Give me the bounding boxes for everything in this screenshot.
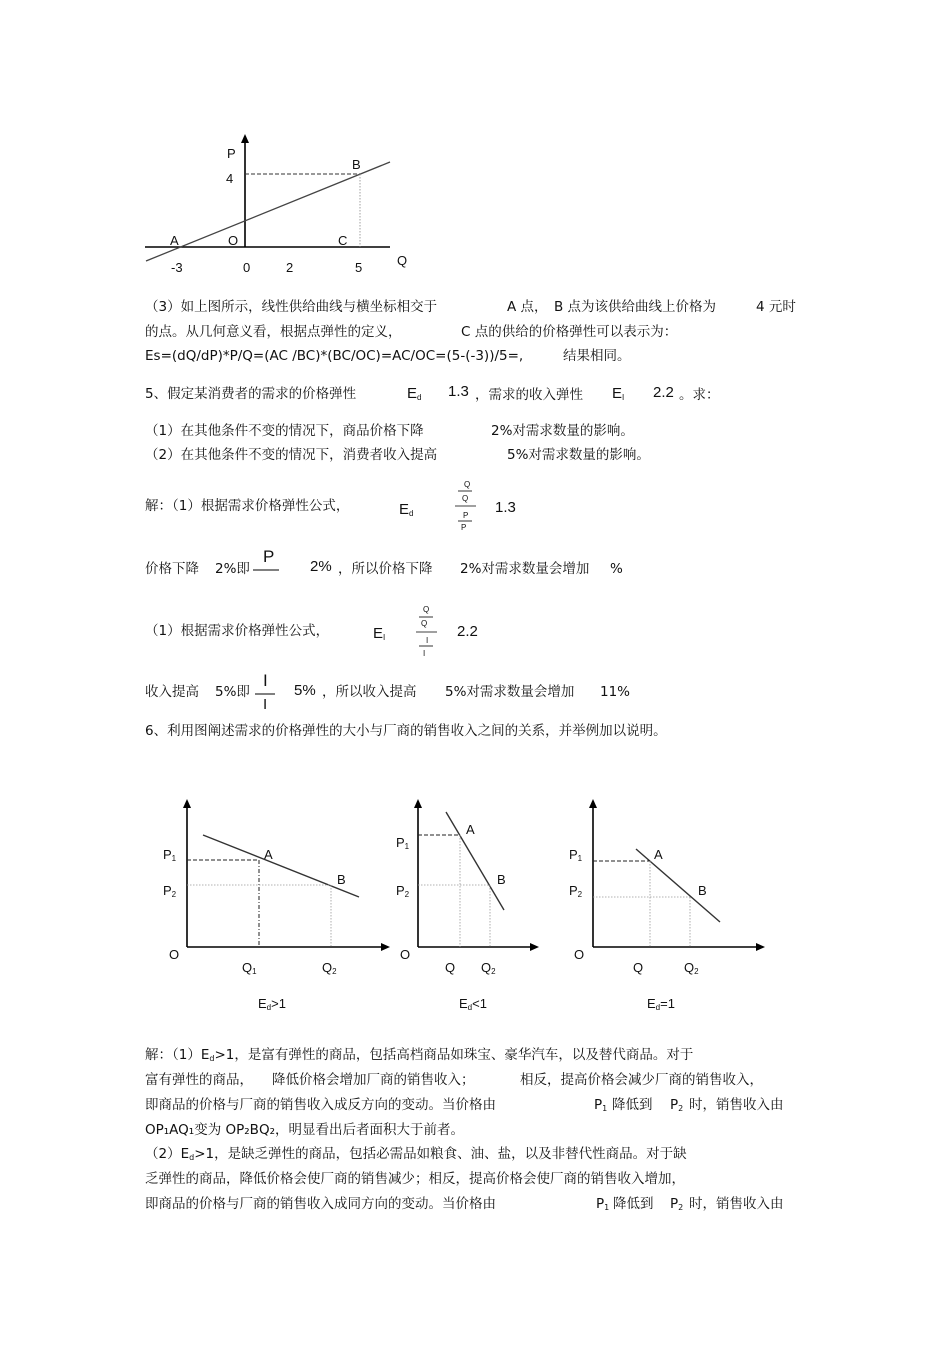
g2-O: O <box>400 947 411 962</box>
q5-text-b: ，需求的收入弹性 <box>475 387 583 403</box>
p2-c: 5% <box>294 682 316 699</box>
p1-e: 2%对需求数量会增加 <box>460 561 590 577</box>
q5-ei-value: 2.2 <box>653 384 674 401</box>
p2-frac-top: I <box>263 671 268 690</box>
graph-unit-elastic <box>589 799 765 951</box>
sol1-text: 解：（1）根据需求价格弹性公式， <box>145 498 350 514</box>
f1-bot: P <box>463 511 469 520</box>
p1-c: 2% <box>310 558 332 575</box>
g1-O: O <box>169 947 180 962</box>
ans1-line2a: 富有弹性的商品， <box>145 1072 253 1088</box>
para3-line1b: A 点， <box>507 299 548 315</box>
g3-P2: $P_2$ <box>569 883 583 899</box>
g3-Q2: $Q_2$ <box>684 960 699 976</box>
g3-A: A <box>654 847 663 862</box>
sol2-value: 2.2 <box>457 623 478 640</box>
para3-line1d: 4 元时 <box>756 299 796 315</box>
f1-top2: Q <box>462 494 469 503</box>
sol2-E: $E_I$ <box>373 625 386 642</box>
label-P: P <box>227 146 236 161</box>
g2-P1: $P_1$ <box>396 835 410 851</box>
p2-f: 11% <box>600 684 631 700</box>
ans1-line3a: 即商品的价格与厂商的销售收入成反方向的变动。当价格由 <box>145 1097 496 1113</box>
label-O: O <box>228 233 239 248</box>
p1-b: 2%即 <box>215 561 250 577</box>
sol1-value: 1.3 <box>495 499 516 516</box>
para3-line2a: 的点。从几何意义看，根据点弹性的定义， <box>145 324 402 340</box>
tick-5: 5 <box>355 260 363 275</box>
ans1-line3b: $P_1$ <box>594 1097 608 1113</box>
g1-Q1: $Q_1$ <box>242 960 257 976</box>
ans1-line2b: 降低价格会增加厂商的销售收入； <box>272 1072 475 1088</box>
g2-Q1: Q <box>445 960 456 975</box>
p1-f: % <box>610 561 623 577</box>
g1-P2: $P_2$ <box>163 883 177 899</box>
ans1-line4: OP₁AQ₁变为 OP₂BQ₂，明显看出后者面积大于前者。 <box>145 1122 464 1138</box>
ans2-line3a: 即商品的价格与厂商的销售收入成同方向的变动。当价格由 <box>145 1196 496 1212</box>
p2-b: 5%即 <box>215 684 250 700</box>
ans1-line3e: 时，销售收入由 <box>689 1097 784 1113</box>
g2-Q2: $Q_2$ <box>481 960 496 976</box>
para3-line2b: C 点的供给的价格弹性可以表示为： <box>461 324 678 340</box>
sol1-E: $E_d$ <box>399 501 414 518</box>
q6-text: 6、利用图阐述需求的价格弹性的大小与厂商的销售收入之间的关系，并举例加以说明。 <box>145 723 667 739</box>
q5-sub2b: 5%对需求数量的影响。 <box>507 447 650 463</box>
ans2-line3d: $P_2$ <box>670 1196 684 1212</box>
f2-top1: Q <box>423 605 430 614</box>
g2-caption: $E_d<1$ <box>459 996 487 1012</box>
p2-e: 5%对需求数量会增加 <box>445 684 575 700</box>
g1-P1: $P_1$ <box>163 847 177 863</box>
p1-a: 价格下降 <box>145 561 199 577</box>
para3-line1a: （3）如上图所示，线性供给曲线与横坐标相交于 <box>145 299 438 315</box>
f2-top2: Q <box>421 619 428 628</box>
g1-Q2: $Q_2$ <box>322 960 337 976</box>
graph-elastic <box>183 799 390 951</box>
g1-B: B <box>337 872 346 887</box>
g1-caption: $E_d>1$ <box>258 996 286 1012</box>
graph-inelastic <box>414 799 539 951</box>
g2-A: A <box>466 822 475 837</box>
label-Q: Q <box>397 253 408 268</box>
label-B: B <box>352 157 361 172</box>
ans1-line3d: $P_2$ <box>670 1097 684 1113</box>
g2-P2: $P_2$ <box>396 883 410 899</box>
label-C: C <box>338 233 348 248</box>
q5-sub1a: （1）在其他条件不变的情况下，商品价格下降 <box>145 423 424 439</box>
ans2-line3b: $P_1$ <box>596 1196 610 1212</box>
ans2-line1: $(2)E_d>1$，是缺乏弹性的商品，包括必需品如粮食、油、盐，以及非替代性商品。对于缺 <box>145 1146 687 1162</box>
g2-B: B <box>497 872 506 887</box>
ans2-line3c: 降低到 <box>613 1196 654 1212</box>
q5-ei: $E_I$ <box>612 385 625 402</box>
ans1-line1: 解：$(1)E_d>1$，是富有弹性的商品，包括高档商品如珠宝、豪华汽车，以及替代商品。对于 <box>145 1047 694 1063</box>
ans2-line3e: 时，销售收入由 <box>689 1196 784 1212</box>
p2-frac-bot: I <box>263 696 268 713</box>
p2-a: 收入提高 <box>145 684 199 700</box>
f2-botsub: I <box>423 649 426 658</box>
g1-A: A <box>264 847 273 862</box>
para3-line1c: B 点为该供给曲线上价格为 <box>554 299 717 315</box>
q5-sub1b: 2%对需求数量的影响。 <box>491 423 634 439</box>
tick-neg3: -3 <box>171 260 183 275</box>
f2-bot: I <box>426 636 429 645</box>
f1-botsub: P <box>461 523 467 532</box>
ans1-line3c: 降低到 <box>612 1097 653 1113</box>
g3-O: O <box>574 947 585 962</box>
para3-line3a: Es=(dQ/dP)*P/Q=(AC /BC)*(BC/OC)=AC/OC=(5-(-3))/5=, <box>145 348 524 364</box>
p2-d: ，所以收入提高 <box>322 684 417 700</box>
g3-B: B <box>698 883 707 898</box>
f1-top1: Q <box>464 480 471 489</box>
q5-ed-value: 1.3 <box>448 383 469 400</box>
q5-sub2a: （2）在其他条件不变的情况下，消费者收入提高 <box>145 447 438 463</box>
p1-frac-top: P <box>263 547 275 566</box>
q5-ed: $E_d$ <box>407 385 422 402</box>
p1-d: ，所以价格下降 <box>338 561 433 577</box>
g3-Q1: Q <box>633 960 644 975</box>
para3-line3b: 结果相同。 <box>563 348 631 364</box>
label-4: 4 <box>226 171 234 186</box>
q5-text-a: 5、假定某消费者的需求的价格弹性 <box>145 386 357 402</box>
q5-text-c: 。求： <box>679 387 720 403</box>
sol2-text: （1）根据需求价格弹性公式， <box>145 623 330 639</box>
ans2-line2: 乏弹性的商品，降低价格会使厂商的销售减少；相反，提高价格会使厂商的销售收入增加， <box>145 1171 685 1187</box>
label-A: A <box>170 233 179 248</box>
tick-0: 0 <box>243 260 251 275</box>
g3-caption: $E_d=1$ <box>647 996 675 1012</box>
tick-2: 2 <box>286 260 294 275</box>
g3-P1: $P_1$ <box>569 847 583 863</box>
ans1-line2c: 相反，提高价格会减少厂商的销售收入， <box>520 1072 763 1088</box>
